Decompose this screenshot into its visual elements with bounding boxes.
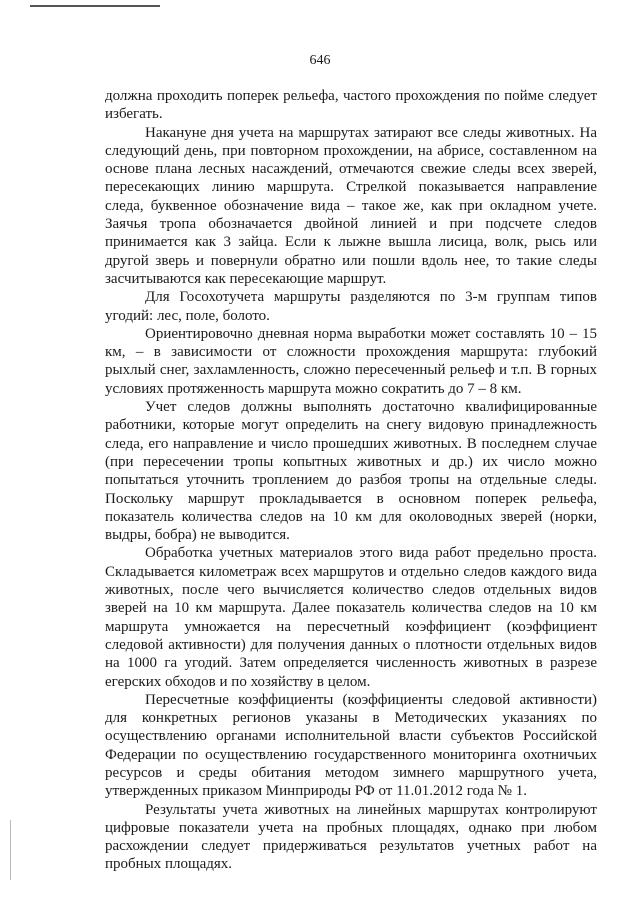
document-body bbox=[105, 87, 597, 874]
paragraph: Пересчетные коэффициенты (коэффициенты следовой активности) для конкретных регионов указаны в Методических указаниях по осуществлению органами исполнительной власти субъектов Российской Федерации по осуществлению государственного мониторинга охотничьих ресурсов и среды обитания методом зимнего маршрутного учета, утвержденных приказом Минприроды РФ от 11.01.2012 года № 1. bbox=[105, 691, 597, 800]
paragraph: Обработка учетных материалов этого вида работ предельно проста. Складывается километраж всех маршрутов и отдельно следов каждого вида животных, после чего вычисляется количество следов отдельных видов зверей на 10 км маршрута. Далее показатель количества следов на 10 км маршрута умножается на пересчетный коэффициент (коэффициент следовой активности) для получения данных о плотности отдельных видов на 1000 га угодий. Затем определяется численность животных в разрезе егерских обходов и по хозяйству в целом. bbox=[105, 545, 597, 690]
margin-scan-mark bbox=[10, 820, 11, 880]
top-scan-line bbox=[30, 5, 160, 7]
paragraph: Накануне дня учета на маршрутах затирают все следы животных. На следующий день, при повторном прохождении, на абрисе, составленном на основе плана лесных насаждений, отмечаются свежие следы всех зверей, пересекающих линию маршрута. Стрелкой показывается направление следа, буквенное обозначение вида – такое же, как при окладном учете. Заячья тропа обозначается двойной линией и при подсчете следов принимается как 3 зайца. Если к лыжне вышла лисица, волк, рысь или другой зверь и повернули обратно или пошли вдоль нее, то такие следы засчитываются как пересекающие маршрут. bbox=[105, 124, 597, 287]
paragraph: Учет следов должны выполнять достаточно квалифицированные работники, которые могут определить на снегу видовую принадлежность следа, его направление и число прошедших животных. В последнем случае (при пересечении тропы копытных животных и др.) их число можно попытаться уточнить троплением до разбоя тропы на отдельные следы. Поскольку маршрут прокладывается в основном поперек рельефа, показатель количества следов на 10 км для околоводных зверей (норки, выдры, бобра) не выводится. bbox=[105, 399, 597, 544]
paragraph: Для Госохотучета маршруты разделяются по 3-м группам типов угодий: лес, поле, болото. bbox=[105, 289, 597, 324]
page-number: 646 bbox=[309, 53, 331, 68]
paragraph: Результаты учета животных на линейных маршрутах контролируют цифровые показатели учета на пробных площадях, однако при любом расхождении следует придерживаться результатов учетных работ на пробных площадях. bbox=[105, 801, 597, 873]
paragraph: Ориентировочно дневная норма выработки может составлять 10 – 15 км, – в зависимости от сложности прохождения маршрута: глубокий рыхлый снег, захламленность, сложно пересеченный рельеф и т.п. В горных условиях протяженность маршрута можно сократить до 7 – 8 км. bbox=[105, 325, 597, 397]
paragraph-continuation: должна проходить поперек рельефа, частого прохождения по пойме следует избегать. bbox=[105, 88, 597, 123]
